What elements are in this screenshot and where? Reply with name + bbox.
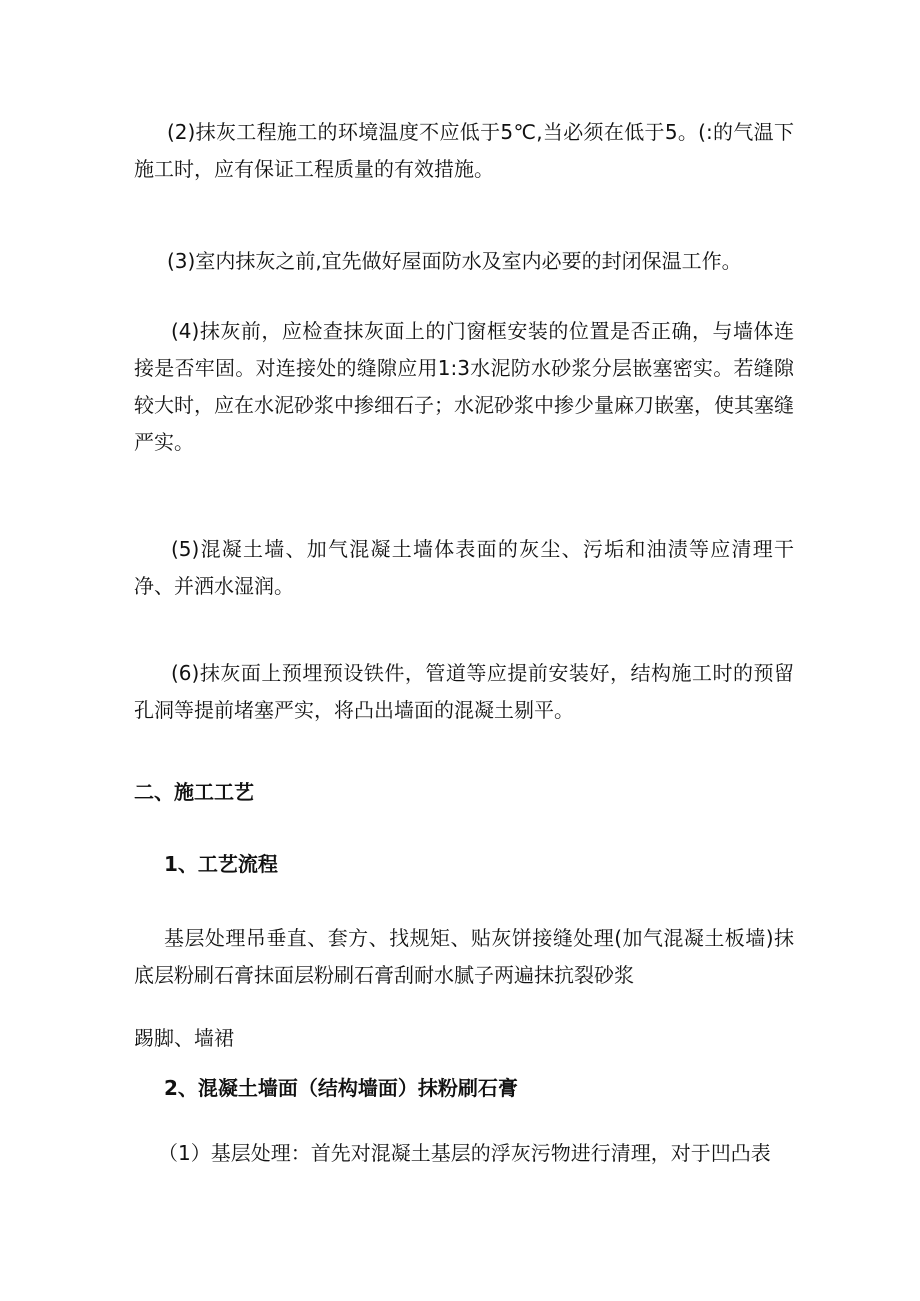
section-heading-construction-process: 二、施工工艺 [134, 780, 254, 804]
paragraph-base-treatment: （1）基层处理：首先对混凝土基层的浮灰污物进行清理，对于凹凸表 [158, 1141, 771, 1165]
paragraph-roof-waterproofing: (3)室内抹灰之前,宜先做好屋面防水及室内必要的封闭保温工作。 [167, 249, 742, 273]
subheading-concrete-wall-gypsum: 2、混凝土墙面（结构墙面）抹粉刷石膏 [164, 1076, 518, 1100]
subheading-process-flow: 1、工艺流程 [164, 852, 278, 876]
paragraph-wall-cleaning: (5)混凝土墙、加气混凝土墙体表面的灰尘、污垢和油渍等应清理干净、并洒水湿润。 [134, 537, 794, 598]
process-flow-tail: 踢脚、墙裙 [134, 1026, 234, 1050]
paragraph-window-frame-check: (4)抹灰前，应检查抹灰面上的门窗框安装的位置是否正确，与墙体连接是否牢固。对连接处的缝隙应用1:3水泥防水砂浆分层嵌塞密实。若缝隙较大时，应在水泥砂浆中掺细石子；水泥砂浆中掺少量麻刀嵌塞，使其塞缝严实。 [134, 319, 794, 454]
paragraph-temperature-requirement: (2)抹灰工程施工的环境温度不应低于5℃,当必须在低于5。(:的气温下施工时，应有保证工程质量的有效措施。 [134, 120, 794, 181]
paragraph-process-flow: 基层处理吊垂直、套方、找规矩、贴灰饼接缝处理(加气混凝土板墙)抹底层粉刷石膏抹面层粉刷石膏刮耐水腻子两遍抹抗裂砂浆 [134, 926, 794, 987]
paragraph-embedded-parts: (6)抹灰面上预埋预设铁件，管道等应提前安装好，结构施工时的预留孔洞等提前堵塞严实，将凸出墙面的混凝土剔平。 [134, 661, 794, 722]
